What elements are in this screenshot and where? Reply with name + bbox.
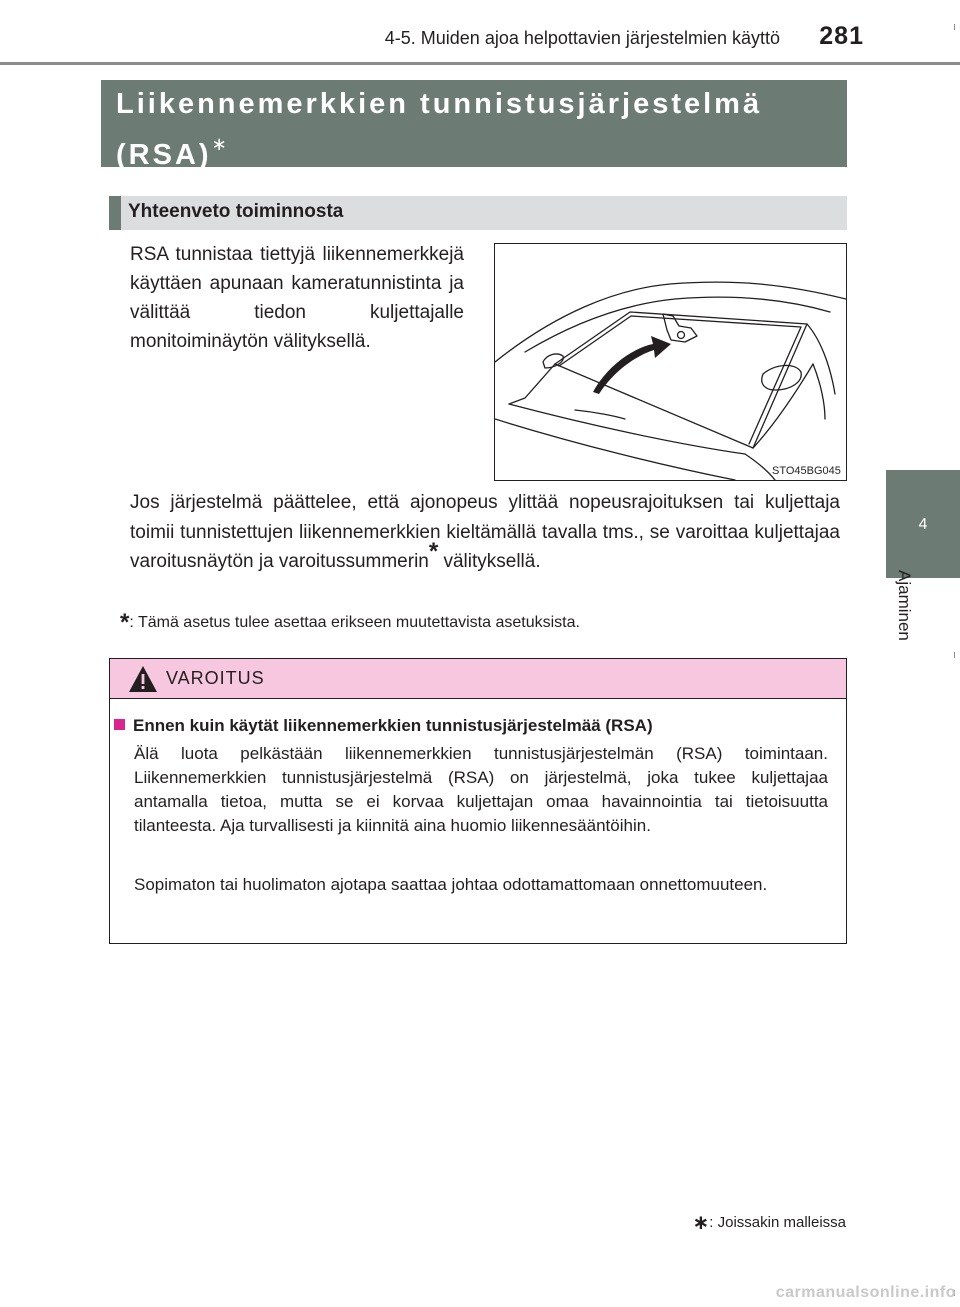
section-title-line2-wrap (116, 124, 836, 175)
header-rule (0, 62, 960, 65)
warning-behavior-paragraph (130, 488, 840, 577)
model-footnote (600, 1210, 846, 1235)
warning-heading-text: Ennen kuin käytät liikennemerkkien tunnistusjärjestelmää (RSA) (133, 716, 653, 735)
footnote-text: : Joissakin malleissa (709, 1214, 846, 1231)
edge-tick (954, 652, 955, 658)
watermark: carmanualsonline.info (775, 1284, 956, 1301)
subsection-heading: Yhteenveto toiminnosta (128, 201, 344, 222)
paragraph-star: * (428, 538, 439, 565)
page-number: 281 (819, 22, 864, 50)
chapter-number: 4 (918, 516, 928, 533)
chapter-label-wrap (894, 570, 920, 674)
paragraph-text: Jos järjestelmä päättelee, että ajonopeus ylittää nopeusrajoituksen tai kuljettaja toimii tunnistettujen liikennemerkkien kieltämällä tavalla tms., se varoittaa kuljettajaa varoitusnäytön ja varoitussummerin (130, 492, 840, 572)
illustration-code: STO45BG045 (772, 465, 841, 477)
running-header: 4-5. Muiden ajoa helpottavien järjestelmien käyttö (384, 28, 780, 48)
title-marker: ∗ (211, 134, 227, 154)
warning-paragraph-2: Sopimaton tai huolimaton ajotapa saattaa johtaa odottamattomaan onnettomuuteen. (134, 875, 768, 894)
warning-label: VAROITUS (166, 668, 265, 688)
section-title-line2: (RSA) (116, 139, 212, 171)
warning-paragraph-1: Älä luota pelkästään liikennemerkkien tunnistusjärjestelmän (RSA) toimintaan. Liikennemerkkien tunnistusjärjestelmä (RSA) on järjestelmä, joka tukee kuljettajaa antamalla tietoa, mutta se ei korvaa kuljettajan omaa havainnointia tai tietoisuutta tilanteesta. Aja turvallisesti ja kiinnitä aina huomio liikennesääntöihin. (134, 744, 828, 835)
edge-tick (954, 24, 955, 30)
chapter-label: Ajaminen (895, 570, 914, 641)
windshield-drawing (495, 244, 846, 480)
footnote-star: ∗ (692, 1212, 710, 1234)
subsection-bar (109, 196, 121, 230)
note-star: * (120, 609, 130, 636)
arrow-pointer (593, 336, 671, 394)
warning-heading (114, 716, 653, 736)
warning-triangle-icon (128, 665, 158, 693)
windshield-camera-illustration (494, 243, 847, 481)
section-title-line1: Liikennemerkkien tunnistusjärjestelmä (116, 88, 763, 120)
paragraph-text-end: välityksellä. (438, 551, 541, 572)
intro-paragraph: RSA tunnistaa tiettyjä liikennemerkkejä käyttäen apunaan kameratunnistinta ja välittää tiedon kuljettajalle monitoiminäytön välityksellä. (130, 244, 464, 352)
bullet-square-icon (114, 719, 125, 730)
section-title (116, 84, 836, 175)
note-text: : Tämä asetus tulee asettaa erikseen muutettavista asetuksista. (129, 614, 580, 631)
settings-note (120, 609, 580, 636)
